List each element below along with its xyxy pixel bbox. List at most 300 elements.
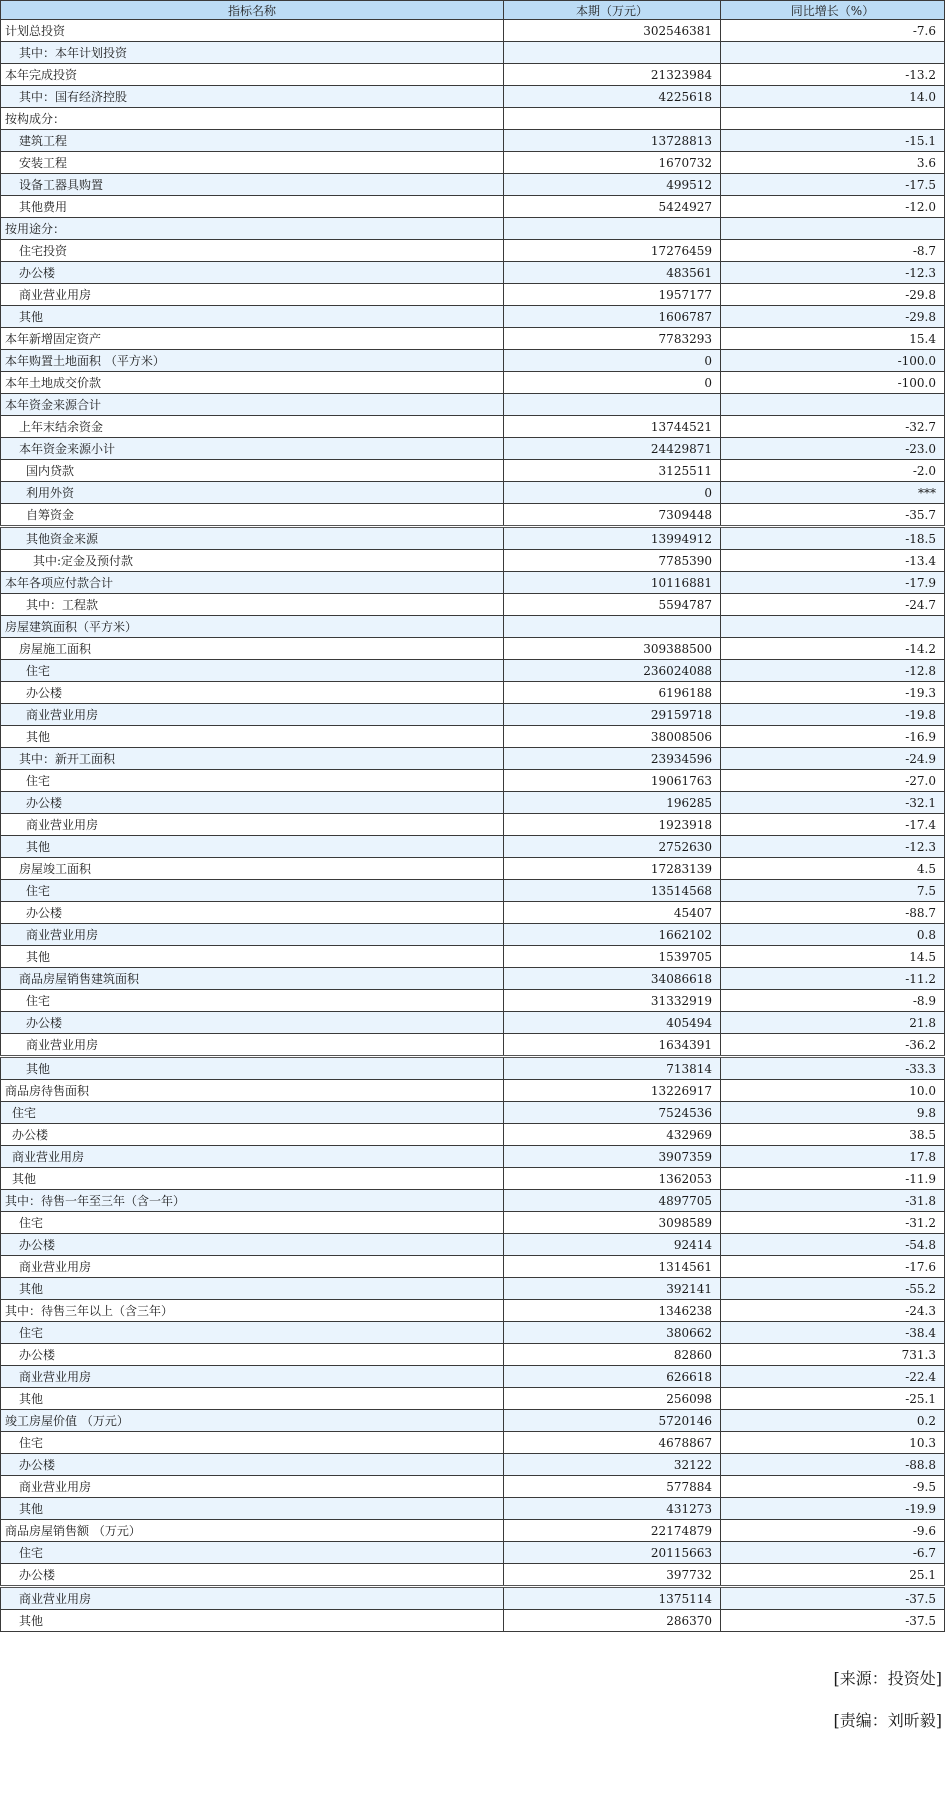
indicator-name-cell: 上年末结余资金	[1, 416, 504, 438]
current-value-cell: 5424927	[504, 196, 721, 218]
yoy-growth-cell: 17.8	[721, 1146, 945, 1168]
table-row	[1, 858, 945, 880]
indicator-name-cell: 本年购置土地面积 （平方米）	[1, 350, 504, 372]
table-row	[1, 42, 945, 64]
yoy-growth-cell: -88.7	[721, 902, 945, 924]
yoy-growth-cell	[721, 42, 945, 64]
indicator-name-cell: 住宅投资	[1, 240, 504, 262]
current-value-cell: 4897705	[504, 1190, 721, 1212]
current-value-cell: 34086618	[504, 968, 721, 990]
table-row	[1, 748, 945, 770]
header-row	[1, 1, 945, 20]
current-value-cell: 0	[504, 372, 721, 394]
table-row	[1, 527, 945, 550]
yoy-growth-cell: 10.3	[721, 1432, 945, 1454]
indicator-name-cell: 办公楼	[1, 902, 504, 924]
table-row	[1, 174, 945, 196]
yoy-growth-cell: -27.0	[721, 770, 945, 792]
indicator-name-cell: 住宅	[1, 990, 504, 1012]
yoy-growth-cell: 14.5	[721, 946, 945, 968]
current-value-cell	[504, 42, 721, 64]
indicator-name-cell: 设备工器具购置	[1, 174, 504, 196]
indicator-name-cell: 其他	[1, 1388, 504, 1410]
yoy-growth-cell: -13.2	[721, 64, 945, 86]
table-row	[1, 86, 945, 108]
indicator-name-cell: 住宅	[1, 1102, 504, 1124]
indicator-name-cell: 利用外资	[1, 482, 504, 504]
yoy-growth-cell: -14.2	[721, 638, 945, 660]
table-row	[1, 504, 945, 527]
yoy-growth-cell: -23.0	[721, 438, 945, 460]
table-row	[1, 990, 945, 1012]
yoy-growth-cell: -11.2	[721, 968, 945, 990]
table-row	[1, 130, 945, 152]
table-row	[1, 638, 945, 660]
indicator-name-cell: 房屋竣工面积	[1, 858, 504, 880]
table-row	[1, 836, 945, 858]
current-value-cell: 38008506	[504, 726, 721, 748]
current-value-cell: 23934596	[504, 748, 721, 770]
yoy-growth-cell: -16.9	[721, 726, 945, 748]
yoy-growth-cell: -35.7	[721, 504, 945, 527]
table-row	[1, 594, 945, 616]
yoy-growth-cell: -100.0	[721, 350, 945, 372]
yoy-growth-cell: -12.3	[721, 836, 945, 858]
yoy-growth-cell	[721, 108, 945, 130]
yoy-growth-cell: -22.4	[721, 1366, 945, 1388]
current-value-cell: 13744521	[504, 416, 721, 438]
table-row	[1, 218, 945, 240]
yoy-growth-cell: 7.5	[721, 880, 945, 902]
current-value-cell: 20115663	[504, 1542, 721, 1564]
indicator-name-cell: 本年各项应付款合计	[1, 572, 504, 594]
current-value-cell: 32122	[504, 1454, 721, 1476]
yoy-growth-cell: -7.6	[721, 20, 945, 42]
table-row	[1, 416, 945, 438]
table-row	[1, 1124, 945, 1146]
indicator-name-cell: 按构成分：	[1, 108, 504, 130]
current-value-cell: 10116881	[504, 572, 721, 594]
indicator-name-cell: 住宅	[1, 1212, 504, 1234]
current-value-cell: 0	[504, 482, 721, 504]
table-row	[1, 372, 945, 394]
yoy-growth-cell: 15.4	[721, 328, 945, 350]
current-value-cell: 196285	[504, 792, 721, 814]
current-value-cell: 1662102	[504, 924, 721, 946]
indicator-name-cell: 商业营业用房	[1, 1034, 504, 1057]
yoy-growth-cell: -17.5	[721, 174, 945, 196]
table-row	[1, 240, 945, 262]
table-row	[1, 196, 945, 218]
indicator-name-cell: 住宅	[1, 660, 504, 682]
current-value-cell: 7783293	[504, 328, 721, 350]
indicator-name-cell: 房屋施工面积	[1, 638, 504, 660]
current-value-cell: 13514568	[504, 880, 721, 902]
indicator-name-cell: 其中：本年计划投资	[1, 42, 504, 64]
current-value-cell: 256098	[504, 1388, 721, 1410]
indicator-name-cell: 办公楼	[1, 1012, 504, 1034]
current-value-cell: 82860	[504, 1344, 721, 1366]
yoy-growth-cell: 25.1	[721, 1564, 945, 1587]
indicator-name-cell: 其他资金来源	[1, 527, 504, 550]
indicator-name-cell: 国内贷款	[1, 460, 504, 482]
indicator-name-cell: 办公楼	[1, 1564, 504, 1587]
current-value-cell: 286370	[504, 1610, 721, 1632]
table-row	[1, 770, 945, 792]
table-row	[1, 616, 945, 638]
yoy-growth-cell: 38.5	[721, 1124, 945, 1146]
indicator-name-cell: 其他	[1, 726, 504, 748]
indicator-name-cell: 商业营业用房	[1, 924, 504, 946]
table-row	[1, 1520, 945, 1542]
yoy-growth-cell: -29.8	[721, 284, 945, 306]
yoy-growth-cell: -33.3	[721, 1057, 945, 1080]
indicator-name-cell: 办公楼	[1, 1344, 504, 1366]
yoy-growth-cell: -25.1	[721, 1388, 945, 1410]
current-value-cell: 577884	[504, 1476, 721, 1498]
indicator-name-cell: 计划总投资	[1, 20, 504, 42]
table-row	[1, 1034, 945, 1057]
yoy-growth-cell: -15.1	[721, 130, 945, 152]
indicator-name-cell: 自筹资金	[1, 504, 504, 527]
current-value-cell: 3098589	[504, 1212, 721, 1234]
table-row	[1, 1256, 945, 1278]
table-row	[1, 550, 945, 572]
indicator-name-cell: 商品房屋销售建筑面积	[1, 968, 504, 990]
table-row	[1, 20, 945, 42]
indicator-name-cell: 其中：待售一年至三年（含一年）	[1, 1190, 504, 1212]
yoy-growth-cell: -19.3	[721, 682, 945, 704]
table-row	[1, 1410, 945, 1432]
current-value-cell: 1314561	[504, 1256, 721, 1278]
indicator-name-cell: 其他	[1, 1168, 504, 1190]
indicator-name-cell: 住宅	[1, 880, 504, 902]
table-row	[1, 460, 945, 482]
indicator-name-cell: 商业营业用房	[1, 1256, 504, 1278]
current-value-cell	[504, 394, 721, 416]
current-value-cell: 0	[504, 350, 721, 372]
current-value-cell: 13226917	[504, 1080, 721, 1102]
table-row	[1, 1168, 945, 1190]
current-value-cell: 1670732	[504, 152, 721, 174]
yoy-growth-cell: 9.8	[721, 1102, 945, 1124]
current-value-cell: 1375114	[504, 1587, 721, 1610]
table-row	[1, 1012, 945, 1034]
table-row	[1, 1542, 945, 1564]
indicator-name-cell: 竣工房屋价值 （万元）	[1, 1410, 504, 1432]
indicator-name-cell: 办公楼	[1, 1124, 504, 1146]
indicator-name-cell: 其他	[1, 1057, 504, 1080]
yoy-growth-cell: -8.7	[721, 240, 945, 262]
yoy-growth-cell: -17.6	[721, 1256, 945, 1278]
current-value-cell: 431273	[504, 1498, 721, 1520]
indicator-name-cell: 其中：新开工面积	[1, 748, 504, 770]
table-row	[1, 1388, 945, 1410]
table-row	[1, 792, 945, 814]
indicator-name-cell: 商业营业用房	[1, 1146, 504, 1168]
current-value-cell: 236024088	[504, 660, 721, 682]
current-value-cell: 432969	[504, 1124, 721, 1146]
indicator-name-cell: 办公楼	[1, 682, 504, 704]
table-body	[1, 20, 945, 1632]
current-value-cell: 1957177	[504, 284, 721, 306]
current-value-cell: 45407	[504, 902, 721, 924]
header-current-value: 本期（万元）	[504, 1, 721, 20]
current-value-cell: 1606787	[504, 306, 721, 328]
indicator-name-cell: 本年完成投资	[1, 64, 504, 86]
current-value-cell: 92414	[504, 1234, 721, 1256]
table-row	[1, 814, 945, 836]
yoy-growth-cell: -24.7	[721, 594, 945, 616]
table-row	[1, 1454, 945, 1476]
yoy-growth-cell	[721, 616, 945, 638]
current-value-cell: 1634391	[504, 1034, 721, 1057]
current-value-cell: 626618	[504, 1366, 721, 1388]
current-value-cell: 7309448	[504, 504, 721, 527]
indicator-name-cell: 住宅	[1, 1432, 504, 1454]
yoy-growth-cell: -2.0	[721, 460, 945, 482]
table-header	[1, 1, 945, 20]
editor-note: [责编：刘昕毅]	[833, 1711, 942, 1730]
indicator-name-cell: 商业营业用房	[1, 1587, 504, 1610]
indicator-name-cell: 其他	[1, 1498, 504, 1520]
yoy-growth-cell: -19.8	[721, 704, 945, 726]
yoy-growth-cell: -9.6	[721, 1520, 945, 1542]
table-row	[1, 968, 945, 990]
yoy-growth-cell: -29.8	[721, 306, 945, 328]
current-value-cell: 22174879	[504, 1520, 721, 1542]
indicator-name-cell: 办公楼	[1, 792, 504, 814]
yoy-growth-cell	[721, 394, 945, 416]
indicator-name-cell: 建筑工程	[1, 130, 504, 152]
indicator-name-cell: 本年土地成交价款	[1, 372, 504, 394]
yoy-growth-cell: -8.9	[721, 990, 945, 1012]
table-row	[1, 328, 945, 350]
indicator-name-cell: 其中：国有经济控股	[1, 86, 504, 108]
yoy-growth-cell: 3.6	[721, 152, 945, 174]
table-row	[1, 262, 945, 284]
header-yoy-growth: 同比增长（%）	[721, 1, 945, 20]
yoy-growth-cell: -13.4	[721, 550, 945, 572]
yoy-growth-cell: -11.9	[721, 1168, 945, 1190]
table-row	[1, 924, 945, 946]
yoy-growth-cell: 731.3	[721, 1344, 945, 1366]
table-row	[1, 350, 945, 372]
table-row	[1, 1300, 945, 1322]
current-value-cell: 483561	[504, 262, 721, 284]
table-row	[1, 1146, 945, 1168]
current-value-cell: 6196188	[504, 682, 721, 704]
indicator-name-cell: 办公楼	[1, 262, 504, 284]
current-value-cell: 7524536	[504, 1102, 721, 1124]
indicator-name-cell: 按用途分：	[1, 218, 504, 240]
table-row	[1, 306, 945, 328]
current-value-cell: 29159718	[504, 704, 721, 726]
indicator-name-cell: 其他	[1, 836, 504, 858]
current-value-cell: 3125511	[504, 460, 721, 482]
table-row	[1, 660, 945, 682]
current-value-cell: 4678867	[504, 1432, 721, 1454]
current-value-cell: 21323984	[504, 64, 721, 86]
table-row	[1, 394, 945, 416]
table-row	[1, 946, 945, 968]
yoy-growth-cell: -31.8	[721, 1190, 945, 1212]
table-row	[1, 1432, 945, 1454]
current-value-cell: 5720146	[504, 1410, 721, 1432]
yoy-growth-cell: -12.8	[721, 660, 945, 682]
table-row	[1, 1476, 945, 1498]
table-row	[1, 64, 945, 86]
table-row	[1, 1278, 945, 1300]
current-value-cell: 380662	[504, 1322, 721, 1344]
current-value-cell: 405494	[504, 1012, 721, 1034]
table-row	[1, 1190, 945, 1212]
current-value-cell: 397732	[504, 1564, 721, 1587]
table-row	[1, 1564, 945, 1587]
table-row	[1, 1080, 945, 1102]
yoy-growth-cell: -24.3	[721, 1300, 945, 1322]
indicator-name-cell: 其中：待售三年以上（含三年）	[1, 1300, 504, 1322]
indicator-name-cell: 本年资金来源合计	[1, 394, 504, 416]
indicator-name-cell: 商业营业用房	[1, 814, 504, 836]
yoy-growth-cell: -55.2	[721, 1278, 945, 1300]
current-value-cell: 17276459	[504, 240, 721, 262]
yoy-growth-cell: 21.8	[721, 1012, 945, 1034]
current-value-cell: 499512	[504, 174, 721, 196]
yoy-growth-cell: -17.9	[721, 572, 945, 594]
table-row	[1, 482, 945, 504]
current-value-cell: 24429871	[504, 438, 721, 460]
yoy-growth-cell: -37.5	[721, 1587, 945, 1610]
current-value-cell: 4225618	[504, 86, 721, 108]
current-value-cell: 3907359	[504, 1146, 721, 1168]
indicator-name-cell: 住宅	[1, 770, 504, 792]
indicator-name-cell: 房屋建筑面积（平方米）	[1, 616, 504, 638]
yoy-growth-cell: -37.5	[721, 1610, 945, 1632]
yoy-growth-cell: -18.5	[721, 527, 945, 550]
table-row	[1, 1498, 945, 1520]
indicator-name-cell: 办公楼	[1, 1454, 504, 1476]
current-value-cell: 309388500	[504, 638, 721, 660]
table-row	[1, 1344, 945, 1366]
table-row	[1, 704, 945, 726]
indicator-name-cell: 商业营业用房	[1, 284, 504, 306]
current-value-cell: 302546381	[504, 20, 721, 42]
table-row	[1, 438, 945, 460]
yoy-growth-cell: 0.8	[721, 924, 945, 946]
current-value-cell	[504, 616, 721, 638]
current-value-cell: 5594787	[504, 594, 721, 616]
indicator-name-cell: 办公楼	[1, 1234, 504, 1256]
current-value-cell: 31332919	[504, 990, 721, 1012]
current-value-cell: 1346238	[504, 1300, 721, 1322]
yoy-growth-cell: -9.5	[721, 1476, 945, 1498]
current-value-cell	[504, 108, 721, 130]
current-value-cell: 2752630	[504, 836, 721, 858]
table-row	[1, 1057, 945, 1080]
current-value-cell: 1539705	[504, 946, 721, 968]
table-row	[1, 682, 945, 704]
indicator-name-cell: 本年新增固定资产	[1, 328, 504, 350]
indicator-name-cell: 商业营业用房	[1, 1366, 504, 1388]
indicator-name-cell: 商品房屋销售额 （万元）	[1, 1520, 504, 1542]
indicator-name-cell: 其中:定金及预付款	[1, 550, 504, 572]
table-row	[1, 1366, 945, 1388]
yoy-growth-cell: 14.0	[721, 86, 945, 108]
indicator-name-cell: 本年资金来源小计	[1, 438, 504, 460]
table-row	[1, 1610, 945, 1632]
table-row	[1, 880, 945, 902]
yoy-growth-cell: -32.1	[721, 792, 945, 814]
current-value-cell: 13728813	[504, 130, 721, 152]
indicator-name-cell: 商品房待售面积	[1, 1080, 504, 1102]
source-note: [来源：投资处]	[833, 1669, 942, 1688]
current-value-cell: 713814	[504, 1057, 721, 1080]
indicator-name-cell: 其他	[1, 946, 504, 968]
table-row	[1, 572, 945, 594]
yoy-growth-cell: -12.0	[721, 196, 945, 218]
current-value-cell: 19061763	[504, 770, 721, 792]
table-row	[1, 726, 945, 748]
indicator-name-cell: 其他	[1, 1278, 504, 1300]
yoy-growth-cell: ***	[721, 482, 945, 504]
yoy-growth-cell: -36.2	[721, 1034, 945, 1057]
yoy-growth-cell: -19.9	[721, 1498, 945, 1520]
table-row	[1, 1102, 945, 1124]
table-row	[1, 902, 945, 924]
indicator-name-cell: 其他	[1, 1610, 504, 1632]
indicator-name-cell: 住宅	[1, 1542, 504, 1564]
yoy-growth-cell: -17.4	[721, 814, 945, 836]
indicator-name-cell: 其他费用	[1, 196, 504, 218]
indicator-name-cell: 住宅	[1, 1322, 504, 1344]
yoy-growth-cell: -88.8	[721, 1454, 945, 1476]
yoy-growth-cell: -12.3	[721, 262, 945, 284]
yoy-growth-cell: 10.0	[721, 1080, 945, 1102]
table-row	[1, 1212, 945, 1234]
table-row	[1, 1234, 945, 1256]
table-row	[1, 284, 945, 306]
current-value-cell: 17283139	[504, 858, 721, 880]
indicator-name-cell: 商业营业用房	[1, 704, 504, 726]
yoy-growth-cell: 4.5	[721, 858, 945, 880]
current-value-cell: 392141	[504, 1278, 721, 1300]
current-value-cell	[504, 218, 721, 240]
table-row	[1, 1322, 945, 1344]
yoy-growth-cell: -31.2	[721, 1212, 945, 1234]
header-indicator-name: 指标名称	[1, 1, 504, 20]
table-row	[1, 108, 945, 130]
yoy-growth-cell	[721, 218, 945, 240]
indicator-name-cell: 其他	[1, 306, 504, 328]
indicator-name-cell: 商业营业用房	[1, 1476, 504, 1498]
yoy-growth-cell: -32.7	[721, 416, 945, 438]
table-row	[1, 1587, 945, 1610]
current-value-cell: 1362053	[504, 1168, 721, 1190]
indicator-name-cell: 其中：工程款	[1, 594, 504, 616]
table-row	[1, 152, 945, 174]
yoy-growth-cell: -54.8	[721, 1234, 945, 1256]
yoy-growth-cell: -100.0	[721, 372, 945, 394]
yoy-growth-cell: 0.2	[721, 1410, 945, 1432]
current-value-cell: 1923918	[504, 814, 721, 836]
yoy-growth-cell: -6.7	[721, 1542, 945, 1564]
current-value-cell: 7785390	[504, 550, 721, 572]
current-value-cell: 13994912	[504, 527, 721, 550]
yoy-growth-cell: -24.9	[721, 748, 945, 770]
indicator-name-cell: 安装工程	[1, 152, 504, 174]
yoy-growth-cell: -38.4	[721, 1322, 945, 1344]
